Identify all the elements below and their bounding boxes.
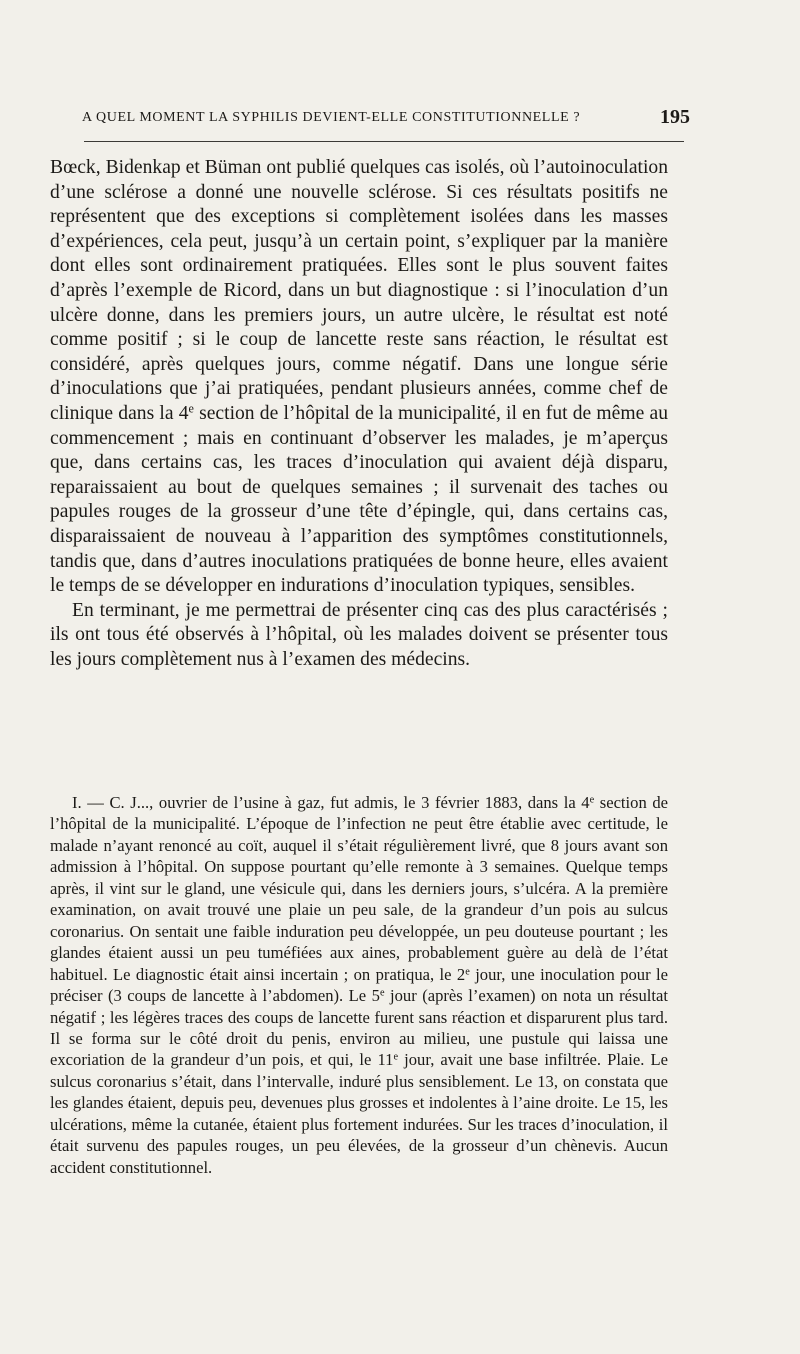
superscript: e [589,794,595,806]
page-number: 195 [660,106,690,128]
case-1-paragraph [50,792,668,1178]
case-1-text: jour, une inoculation pour le préciser (3 coups de lancette à l’abdomen). Le 5 [50,964,668,1006]
superscript: e [465,965,470,977]
case-1-text: jour, avait une base infiltrée. Plaie. Le sulcus coronarius s’était, dans l’intervalle, induré plus sensiblement. Le 13, on constata que les glandes étaient, depuis peu, devenues plus grosses et indolentes à l’aine droite. Le 15, les ulcérations, même la cutanée, étaient plus fortement indurées. Sur les traces d’inoculation, il était survenu des papules rouges, un peu élevées, de la grosseur d’un chènevis. Aucun accident constitutionnel. [50,1050,668,1177]
case-1-text: section de l’hôpital de la municipalité. L’époque de l’infection ne peut être établie avec certitude, le malade n’ayant renoncé au coït, auquel il s’était régulièrement livré, que 8 jours avant son admission à l’hôpital. On suppose pourtant qu’elle remonte à 3 semaines. Quelque temps après, il vint sur le gland, une vésicule qui, dans les derniers jours, s’ulcéra. A la première examination, on avait trouvé une plaie un peu sale, de la grandeur d’un pois au sulcus coronarius. On sentait une faible induration peu développée, un peu douteuse pourtant ; les glandes étaient aussi un peu tuméfiées aux aines, probablement guère au delà de l’état habituel. Le diagnostic était ainsi incertain ; on pratiqua, le 2 [50,793,668,984]
paragraph-2: En terminant, je me permettrai de présenter cinq cas des plus caractérisés ; ils ont tous été observés à l’hôpital, où les malades doivent se présenter tous les jours complètement nus à l’examen des médecins. [50,599,668,670]
case-1-text: I. — C. J..., ouvrier de l’usine à gaz, fut admis, le 3 février 1883, dans la 4 [72,793,590,812]
case-1-text: jour (après l’examen) on nota un résultat négatif ; les légères traces des coups de lancette furent sans réaction et disparurent plus tard. Il se forma sur le côté droit du penis, environ au milieu, une pustule qui laissa une excoriation de la grandeur d’un pois, et qui, le 11 [50,986,668,1070]
main-text [50,156,668,672]
paragraph-1-text: Bœck, Bidenkap et Büman ont publié quelques cas isolés, où l’autoinoculation d’une sclérose a donné une nouvelle sclérose. Si ces résultats positifs ne représentent que des exceptions si complètement isolées dans les masses d’expériences, cela peut, jusqu’à un certain point, s’expliquer par la manière dont elles sont ordinairement pratiquées. Elles sont le plus souvent faites d’après l’exemple de Ricord, dans un but diagnostique : si l’inoculation d’un ulcère donne, dans les premiers jours, un autre ulcère, le résultat est noté comme positif ; si le coup de lancette reste sans réaction, le résultat est considéré, après quelques jours, comme négatif. Dans une longue série d’inoculations que j’ai pratiquées, pendant plusieurs années, comme chef de clinique dans la 4 [50,157,668,424]
case-report-1 [50,792,668,1178]
superscript: e [393,1051,399,1063]
running-header [60,106,690,134]
superscript: e [188,401,194,416]
superscript: e [379,987,385,999]
paragraph-1 [50,156,668,599]
running-title: A QUEL MOMENT LA SYPHILIS DEVIENT-ELLE CONSTITUTIONNELLE ? [82,110,581,125]
paragraph-1-text-cont: section de l’hôpital de la municipalité, il en fut de même au commencement ; mais en continuant d’observer les malades, je m’aperçus que, dans certains cas, les traces d’inoculation qui avaient déjà disparu, reparaissaient au bout de quelques semaines ; il survenait des taches ou papules rouges de la grosseur d’une tête d’épingle, qui, dans certains cas, disparaissaient de nouveau à l’apparition des symptômes constitutionnels, tandis que, dans d’autres inoculations pratiquées de bonne heure, elles avaient le temps de se développer en indurations d’inoculation typiques, sensibles. [50,402,668,597]
header-rule [84,141,684,142]
